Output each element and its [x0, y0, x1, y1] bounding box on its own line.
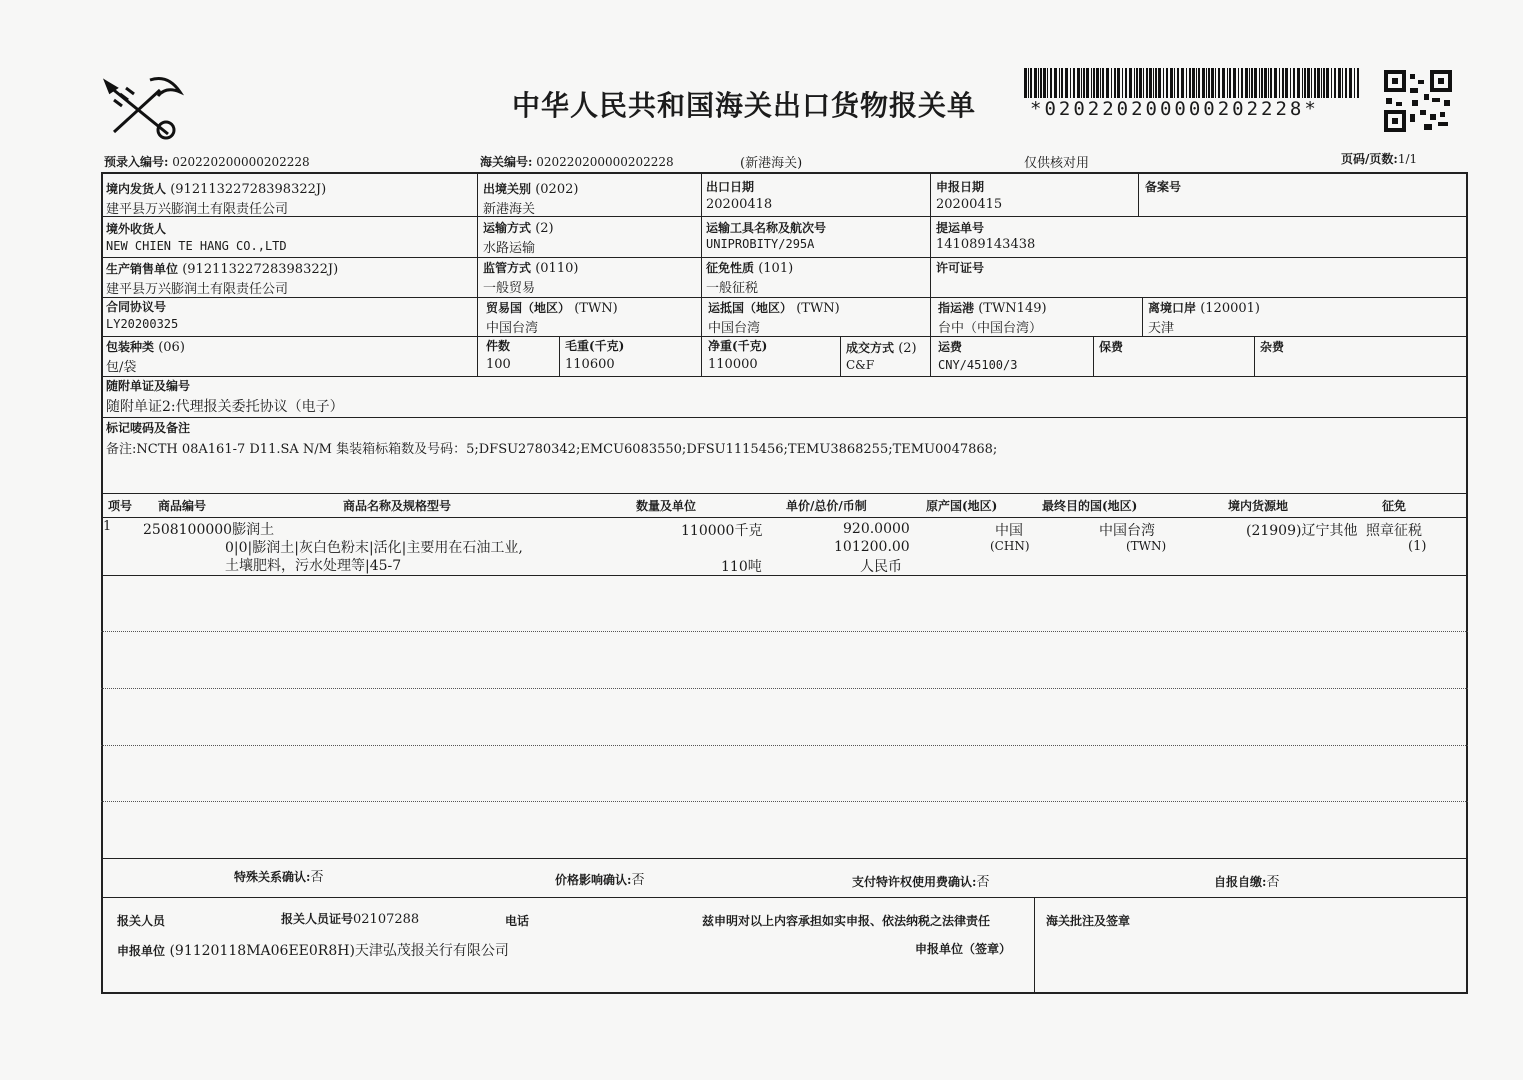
goods-spec-line1: 0|0|膨润土|灰白色粉末|活化|主要用在石油工业,: [225, 540, 523, 556]
pieces-label: 件数: [486, 339, 511, 353]
goods-origin: 中国: [995, 523, 1023, 539]
goods-dest: 中国台湾: [1099, 523, 1155, 539]
dest-country-label: 运抵国（地区） (TWN): [708, 301, 840, 316]
producer-label: 生产销售单位 (91211322728398322J): [106, 262, 339, 277]
customs-name: (新港海关): [740, 156, 803, 171]
producer-name: 建平县万兴膨润土有限责任公司: [106, 282, 289, 297]
misc-fee-label: 杂费: [1260, 340, 1285, 354]
port-label: 指运港 (TWN149): [938, 301, 1047, 316]
goods-no: 1: [103, 519, 112, 534]
gross-weight-value: 110600: [565, 357, 615, 372]
consignee-name: NEW CHIEN TE HANG CO.,LTD: [106, 239, 287, 253]
trade-country-label: 贸易国（地区） (TWN): [486, 301, 618, 316]
vessel-label: 运输工具名称及航次号: [706, 221, 827, 235]
goods-qty2: 110吨: [721, 559, 762, 575]
freight-label: 运费: [938, 340, 963, 354]
tax-nature-value: 一般征税: [706, 281, 759, 296]
barcode-icon: [1024, 68, 1364, 100]
contract-value: LY20200325: [106, 317, 179, 331]
goods-source: (21909)辽宁其他: [1246, 523, 1358, 539]
tax-nature-label: 征免性质 (101): [706, 261, 794, 276]
goods-header-tax: 征免: [1382, 499, 1407, 513]
verify-only-note: 仅供核对用: [1024, 156, 1090, 171]
consignee-label: 境外收货人: [106, 222, 167, 236]
exit-customs-label: 出境关别 (0202): [483, 182, 579, 197]
insurance-label: 保费: [1099, 340, 1124, 354]
declarant-label: 报关人员: [117, 914, 166, 928]
marks-value: 备注:NCTH 08A161-7 D11.SA N/M 集装箱标箱数及号码：5;DFSU2780342;EMCU6083550;DFSU1115456;TEMU3868255;TEMU0047868;: [106, 442, 998, 457]
seal-label: 申报单位（签章）: [915, 942, 1012, 956]
form-title: 中华人民共和国海关出口货物报关单: [512, 89, 977, 122]
deal-label: 成交方式 (2): [846, 341, 917, 356]
self-declare-confirm: 自报自缴:否: [1214, 875, 1280, 890]
legal-statement: 兹申明对以上内容承担如实申报、依法纳税之法律责任: [702, 914, 991, 928]
net-weight-value: 110000: [708, 357, 758, 372]
transport-label: 运输方式 (2): [483, 221, 554, 236]
goods-total-price: 101200.00: [834, 539, 910, 555]
record-no-label: 备案号: [1145, 180, 1182, 194]
goods-header-source: 境内货源地: [1228, 499, 1289, 513]
freight-value: CNY/45100/3: [938, 358, 1018, 372]
goods-header-no: 项号: [108, 499, 133, 513]
export-date-label: 出口日期: [706, 180, 755, 194]
shipper-name: 建平县万兴膨润土有限责任公司: [106, 202, 289, 217]
goods-header-dest: 最终目的国(地区): [1042, 499, 1138, 513]
goods-header-origin: 原产国(地区): [926, 499, 998, 513]
export-date: 20200418: [706, 197, 773, 212]
attached-docs-label: 随附单证及编号: [106, 379, 191, 393]
goods-currency: 人民币: [860, 559, 902, 575]
goods-code-name: 2508100000膨润土: [143, 522, 275, 538]
goods-spec-line2: 土壤肥料，污水处理等|45-7: [225, 558, 402, 574]
supervision-value: 一般贸易: [483, 281, 536, 296]
deal-value: C&F: [846, 358, 875, 372]
customs-emblem-icon: [100, 72, 190, 147]
customs-remark-label: 海关批注及签章: [1046, 914, 1131, 928]
declaring-agent: 申报单位 (91120118MA06EE0R8H)天津弘茂报关行有限公司: [117, 943, 509, 959]
customs-number: 海关编号: 020220200000202228: [480, 155, 674, 169]
attached-docs-value: 随附单证2:代理报关委托协议（电子）: [106, 399, 344, 415]
bl-value: 141089143438: [936, 237, 1036, 252]
license-label: 许可证号: [936, 261, 985, 275]
exit-customs-value: 新港海关: [483, 202, 536, 217]
shipper-label: 境内发货人 (91211322728398322J): [106, 182, 327, 197]
goods-qty1: 110000千克: [681, 523, 763, 539]
goods-header-price: 单价/总价/币制: [786, 499, 867, 513]
bl-label: 提运单号: [936, 221, 985, 235]
phone-label: 电话: [505, 914, 530, 928]
goods-origin-code: (CHN): [990, 539, 1030, 553]
goods-header-code: 商品编号: [158, 499, 207, 513]
goods-tax: 照章征税: [1366, 523, 1422, 539]
goods-header-name: 商品名称及规格型号: [343, 499, 452, 513]
price-impact-confirm: 价格影响确认:否: [555, 873, 645, 888]
dest-country-value: 中国台湾: [708, 321, 761, 336]
declare-date-label: 申报日期: [936, 180, 985, 194]
net-weight-label: 净重(千克): [708, 339, 768, 353]
page-indicator: 页码/页数:1/1: [1341, 152, 1418, 166]
vessel-value: UNIPROBITY/295A: [706, 237, 815, 251]
declare-date: 20200415: [936, 197, 1003, 212]
supervision-label: 监管方式 (0110): [483, 261, 579, 276]
package-value: 包/袋: [106, 360, 137, 375]
special-relation-confirm: 特殊关系确认:否: [234, 870, 324, 885]
pre-entry-number: 预录入编号: 020220200000202228: [104, 155, 310, 169]
gross-weight-label: 毛重(千克): [565, 339, 625, 353]
exit-port-value: 天津: [1148, 321, 1175, 336]
goods-tax-code: (1): [1408, 539, 1427, 554]
marks-label: 标记唛码及备注: [106, 421, 191, 435]
declarant-cert: 报关人员证号02107288: [281, 912, 420, 927]
barcode-text: *020220200000202228*: [1030, 98, 1319, 120]
transport-value: 水路运输: [483, 241, 536, 256]
goods-header-qty: 数量及单位: [636, 499, 697, 513]
exit-port-label: 离境口岸 (120001): [1148, 301, 1260, 316]
contract-label: 合同协议号: [106, 300, 167, 314]
royalty-confirm: 支付特许权使用费确认:否: [852, 875, 990, 890]
package-label: 包装种类 (06): [106, 340, 185, 355]
pieces-value: 100: [486, 357, 511, 372]
port-value: 台中（中国台湾）: [938, 321, 1043, 336]
goods-unit-price: 920.0000: [843, 521, 910, 537]
qr-code-icon: [1384, 70, 1454, 134]
goods-dest-code: (TWN): [1126, 539, 1167, 553]
trade-country-value: 中国台湾: [486, 321, 539, 336]
